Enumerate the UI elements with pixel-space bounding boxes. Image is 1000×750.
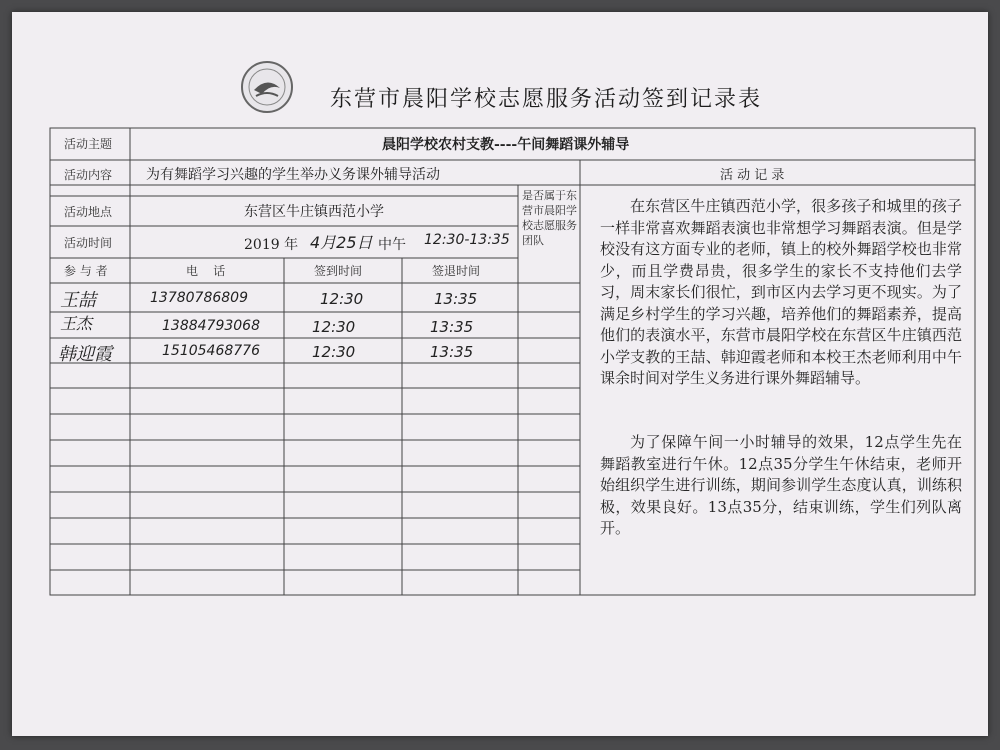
record-paragraph-1: 在东营区牛庄镇西范小学，很多孩子和城里的孩子一样非常喜欢舞蹈表演也非常想学习舞蹈表演。但是学校没有这方面专业的老师，镇上的校外舞蹈学校也非常少，而且学费昂贵，很多学生的家长不支持他们去学习，周末家长们很忙，到市区内去学习更不现实。为了满足乡村学生的学习兴趣，培养他们的舞蹈素养，提高他们的表演水平，东营市晨阳学校在东营区牛庄镇西范小学支教的王喆、韩迎霞老师和本校王杰老师利用中午课余时间对学生义务进行课外舞蹈辅导。 — [600, 197, 962, 387]
content-label: 活动内容 — [64, 168, 113, 182]
time-clock: 12:30-13:35 — [424, 232, 510, 248]
team-question: 是否属于东营市晨阳学校志愿服务团队 — [522, 189, 577, 247]
row2-in: 12:30 — [312, 318, 356, 336]
row1-out: 13:35 — [434, 290, 478, 308]
header-participant: 参 与 者 — [64, 264, 108, 278]
row2-out: 13:35 — [430, 318, 474, 336]
theme-label: 活动主题 — [64, 137, 113, 151]
place-value: 东营区牛庄镇西范小学 — [244, 204, 384, 220]
record-paragraph-2: 为了保障午间一小时辅导的效果，12点学生先在舞蹈教室进行午休。12点35分学生午休结束，老师开始组织学生进行训练，期间参训学生态度认真，训练积极，效果良好。13点35分，结束训练，学生们列队离开。 — [600, 433, 962, 537]
row2-name: 王杰 — [60, 314, 93, 333]
row1-name: 王喆 — [60, 290, 96, 311]
header-signout: 签退时间 — [432, 264, 481, 278]
row1-phone: 13780786809 — [150, 290, 248, 306]
document-title: 东营市晨阳学校志愿服务活动签到记录表 — [330, 87, 763, 112]
time-year: 2019 年 — [244, 237, 299, 253]
time-noon: 中午 — [378, 237, 406, 253]
content-value: 为有舞蹈学习兴趣的学生举办义务课外辅导活动 — [146, 167, 440, 183]
row3-name: 韩迎霞 — [58, 344, 112, 365]
row1-in: 12:30 — [320, 290, 364, 308]
row3-out: 13:35 — [430, 343, 474, 361]
time-date: 4月25日 — [310, 233, 373, 252]
record-label: 活 动 记 录 — [720, 168, 785, 183]
header-signin: 签到时间 — [314, 264, 363, 278]
row3-phone: 15105468776 — [162, 343, 260, 359]
row3-in: 12:30 — [312, 343, 356, 361]
time-label: 活动时间 — [64, 236, 113, 250]
place-label: 活动地点 — [64, 205, 113, 219]
theme-value: 晨阳学校农村支教----午间舞蹈课外辅导 — [382, 137, 630, 153]
row2-phone: 13884793068 — [162, 318, 260, 334]
header-phone: 电 话 — [186, 264, 226, 278]
